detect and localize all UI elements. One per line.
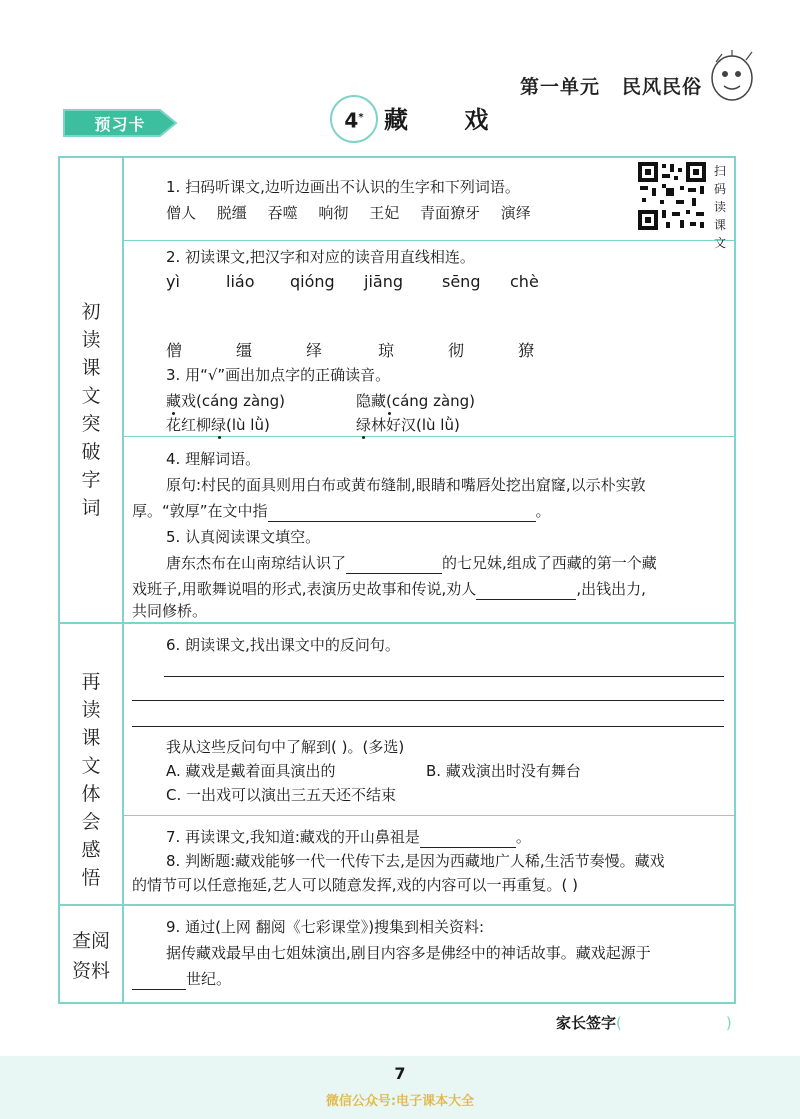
answer-line[interactable] — [132, 700, 724, 701]
q4-sentence: 原句:村民的面具则用白布或黄布缝制,眼睛和嘴唇处挖出窟窿,以示朴实敦 — [166, 476, 646, 494]
vocab-word: 青面獠牙 — [419, 204, 480, 222]
lesson-number: 4* — [330, 95, 378, 143]
signature-label: 家长签字 — [556, 1014, 617, 1032]
section-label-research — [60, 926, 122, 986]
parent-signature — [556, 1012, 732, 1033]
page-number: 7 — [394, 1064, 406, 1083]
q8-line: 8. 判断题:藏戏能够一代一代传下去,是因为西藏地广人稀,生活节奏慢。藏戏 — [166, 852, 665, 870]
preview-card-label: 预习卡 — [94, 115, 146, 134]
q3-option[interactable]: 绿林好汉(lù lǜ) — [356, 416, 460, 434]
wechat-watermark: 微信公众号:电子课本大全 — [325, 1094, 475, 1109]
pinyin-item[interactable]: sēng — [442, 272, 481, 291]
q3-option[interactable]: 花红柳绿(lù lǜ) — [166, 416, 270, 434]
q6-instruction: 6. 朗读课文,找出课文中的反问句。 — [166, 636, 400, 654]
answer-line[interactable] — [164, 676, 724, 677]
signature-paren: ) — [725, 1014, 732, 1032]
pinyin-item[interactable]: yì — [166, 272, 180, 291]
q1-word-list — [166, 202, 547, 224]
emphasis-dot — [172, 412, 175, 415]
q9-text: 世纪。 — [186, 970, 232, 988]
row-divider — [124, 240, 734, 241]
q4-instruction: 4. 理解词语。 — [166, 450, 261, 468]
q9-instruction: 9. 通过(上网 翻阅《七彩课堂》)搜集到相关资料: — [166, 918, 485, 936]
section-label-text: 查阅资料 — [71, 930, 110, 982]
answer-blank[interactable] — [268, 521, 536, 522]
q5-text: 的七兄妹,组成了西藏的第一个藏 — [442, 554, 657, 572]
answer-blank[interactable] — [420, 847, 516, 848]
answer-line[interactable] — [132, 726, 724, 727]
cartoon-doodle-icon — [706, 50, 758, 106]
pinyin-item[interactable]: jiāng — [364, 272, 403, 291]
section-label-read-first — [60, 298, 122, 522]
section-divider — [60, 622, 734, 624]
q5-text: 唐东杰布在山南琼结认识了 — [166, 554, 347, 572]
q7-text: 7. 再读课文,我知道:藏戏的开山鼻祖是 — [166, 828, 420, 846]
q6-option-c[interactable]: C. 一出戏可以演出三五天还不结束 — [166, 786, 397, 804]
answer-blank[interactable] — [132, 989, 186, 990]
vocab-word: 响彻 — [318, 204, 349, 222]
q6-option-b[interactable]: B. 藏戏演出时没有舞台 — [426, 762, 581, 780]
q1-instruction: 1. 扫码听课文,边听边画出不认识的生字和下列词语。 — [166, 178, 520, 196]
char-item[interactable]: 彻 — [448, 341, 465, 360]
vocab-word: 脱缰 — [216, 204, 247, 222]
emphasis-dot — [388, 412, 391, 415]
q5-instruction: 5. 认真阅读课文填空。 — [166, 528, 321, 546]
char-item[interactable]: 绎 — [306, 341, 323, 360]
q9-line — [132, 968, 231, 990]
q3-option[interactable]: 隐藏(cáng zàng) — [356, 392, 476, 410]
row-divider — [124, 815, 734, 816]
q5-text: ,出钱出力, — [576, 580, 646, 598]
emphasis-dot — [362, 436, 365, 439]
section-label-text: 再读课文 体会感悟 — [81, 671, 101, 889]
scan-to-read-label: 扫码读课文 — [713, 164, 726, 250]
emphasis-dot — [218, 436, 221, 439]
pinyin-item[interactable]: qióng — [290, 272, 335, 291]
vocab-word: 吞噬 — [267, 204, 298, 222]
q2-instruction: 2. 初读课文,把汉字和对应的读音用直线相连。 — [166, 248, 475, 266]
char-item[interactable]: 獠 — [518, 341, 535, 360]
vocab-word: 僧人 — [166, 204, 197, 222]
q7-line — [166, 826, 531, 848]
q9-line: 据传藏戏最早由七姐妹演出,剧目内容多是佛经中的神话故事。藏戏起源于 — [166, 944, 651, 962]
q4-fill-line — [132, 500, 551, 522]
q2-character-row — [166, 338, 726, 362]
row-divider — [124, 436, 734, 437]
unit-heading: 第一单元 民风民俗 — [520, 76, 703, 98]
q5-text: 戏班子,用歌舞说唱的形式,表演历史故事和传说,劝人 — [132, 580, 477, 598]
q3-option[interactable]: 藏戏(cáng zàng) — [166, 392, 286, 410]
qr-code-icon[interactable] — [636, 160, 708, 232]
section-divider-vertical — [122, 156, 124, 1004]
q5-line — [166, 552, 657, 574]
section-label-text: 初读课文 突破字词 — [81, 301, 101, 519]
char-item[interactable]: 僧 — [166, 341, 183, 360]
q5-line — [132, 578, 646, 600]
section-label-read-again — [60, 668, 122, 892]
vocab-word: 王妃 — [369, 204, 400, 222]
signature-paren: ( — [616, 1014, 622, 1032]
pinyin-item[interactable]: liáo — [226, 272, 255, 291]
q5-text: 共同修桥。 — [132, 602, 208, 620]
char-item[interactable]: 琼 — [378, 341, 395, 360]
pinyin-item[interactable]: chè — [510, 272, 539, 291]
q4-text: 厚。“敦厚”在文中指 — [132, 502, 268, 520]
answer-blank[interactable] — [346, 573, 442, 574]
q6-option-a[interactable]: A. 藏戏是戴着面具演出的 — [166, 762, 336, 780]
section-divider — [60, 904, 734, 906]
answer-blank[interactable] — [476, 599, 576, 600]
q2-pinyin-row — [166, 272, 726, 296]
char-item[interactable]: 缰 — [236, 341, 253, 360]
q4-text: 。 — [535, 502, 551, 520]
q6-prompt: 我从这些反问句中了解到( )。(多选) — [166, 738, 405, 756]
lesson-title: 藏 戏 — [384, 106, 513, 134]
q7-text: 。 — [515, 828, 531, 846]
q8-line: 的情节可以任意拖延,艺人可以随意发挥,戏的内容可以一再重复。( ) — [132, 876, 579, 894]
vocab-word: 演绎 — [500, 204, 531, 222]
q3-instruction: 3. 用“√”画出加点字的正确读音。 — [166, 366, 391, 384]
